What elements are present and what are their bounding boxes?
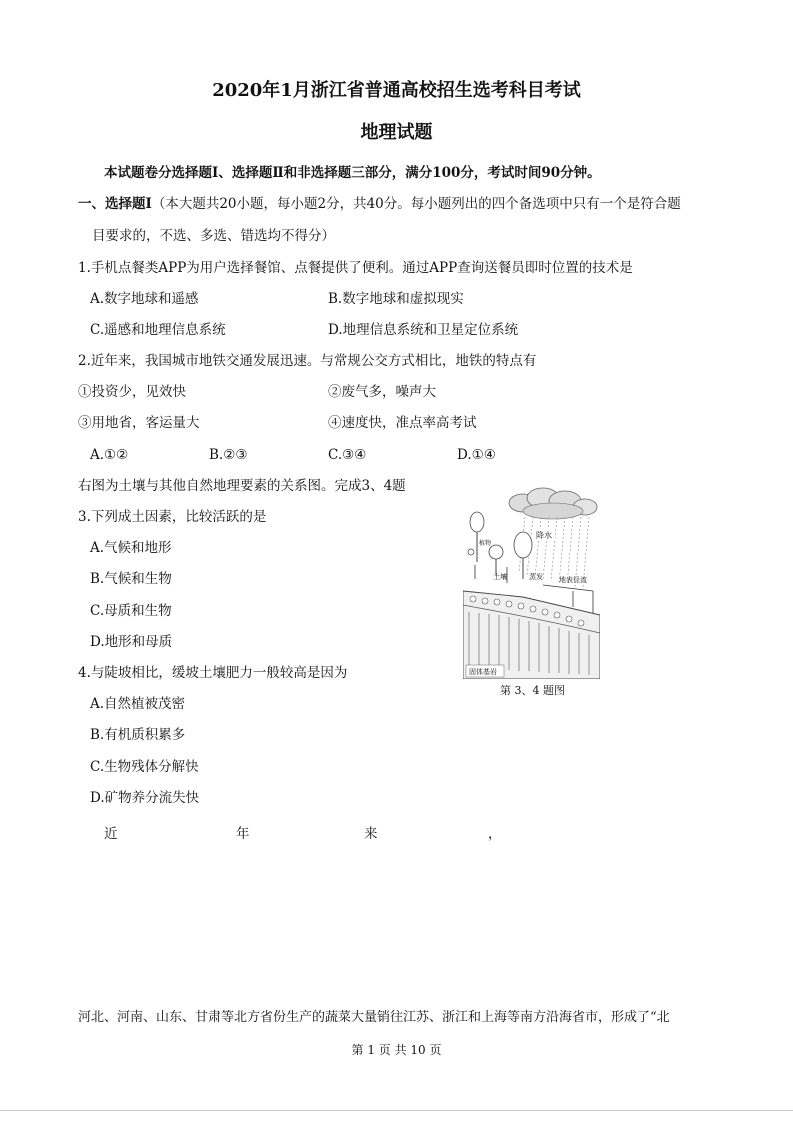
q3-option-d: D.地形和母质 <box>90 634 173 650</box>
fig-label-soil: 土壤 <box>493 573 507 581</box>
figure-caption: 第 3、4 题图 <box>500 684 565 697</box>
q4-stem: 4.与陡坡相比，缓坡土壤肥力一般较高是因为 <box>78 665 348 681</box>
q2-option-c: C.③④ <box>328 447 367 463</box>
q1-option-a: A.数字地球和遥感 <box>90 291 199 307</box>
page-bottom-rule <box>0 1110 793 1111</box>
q2-option-a: A.①② <box>90 447 129 463</box>
q2-option-b: B.②③ <box>209 447 248 463</box>
q5-char-2: 年 <box>236 826 250 842</box>
q5-char-1: 近 <box>104 826 118 842</box>
q4-option-d: D.矿物养分流失快 <box>90 790 200 806</box>
section-heading: 一、选择题Ⅰ <box>78 196 152 212</box>
exam-intro: 本试题卷分选择题Ⅰ、选择题Ⅱ和非选择题三部分，满分100分，考试时间90分钟。 <box>104 165 601 181</box>
exam-title: 2020年1月浙江省普通高校招生选考科目考试 <box>212 80 581 101</box>
q1-option-d: D.地理信息系统和卫星定位系统 <box>328 322 519 338</box>
q2-feature-3: ③用地省，客运量大 <box>78 415 200 431</box>
section-desc-1: （本大题共20小题，每小题2分，共40分。每小题列出的四个备选项中只有一个是符合题 <box>151 196 681 212</box>
q2-feature-2: ②废气多，噪声大 <box>328 384 436 400</box>
section-desc-2: 目要求的，不选、多选、错选均不得分） <box>92 228 335 244</box>
q1-option-c: C.遥感和地理信息系统 <box>90 322 226 338</box>
q5-char-4: ， <box>488 826 502 842</box>
q4-option-a: A.自然植被茂密 <box>90 696 186 712</box>
fig-label-bedrock: 固体基岩 <box>469 668 497 676</box>
fig-label-runoff: 地表径流 <box>559 576 587 584</box>
page-footer: 第 1 页 共 10 页 <box>351 1043 442 1057</box>
q4-option-b: B.有机质积累多 <box>90 727 186 743</box>
fig-label-evaporation: 蒸发 <box>529 573 543 581</box>
exam-subtitle: 地理试题 <box>360 122 433 143</box>
q2-option-d: D.①④ <box>457 447 496 463</box>
q2-stem: 2.近年来，我国城市地铁交通发展迅速。与常规公交方式相比，地铁的特点有 <box>78 353 537 369</box>
q5-continuation: 河北、河南、山东、甘肃等北方省份生产的蔬菜大量销往江苏、浙江和上海等南方沿海省市，形成了“北 <box>78 1010 670 1025</box>
fig-label-plant: 植物 <box>479 540 492 547</box>
q3-option-b: B.气候和生物 <box>90 571 172 587</box>
q3-option-c: C.母质和生物 <box>90 603 172 619</box>
group34-intro: 右图为土壤与其他自然地理要素的关系图。完成3、4题 <box>78 478 406 494</box>
q3-option-a: A.气候和地形 <box>90 540 172 556</box>
q5-char-3: 来 <box>364 826 378 842</box>
q3-stem: 3.下列成土因素，比较活跃的是 <box>78 509 267 525</box>
fig-label-rain: 降水 <box>536 531 552 540</box>
q1-option-b: B.数字地球和虚拟现实 <box>328 291 464 307</box>
q4-option-c: C.生物残体分解快 <box>90 759 199 775</box>
q2-feature-4: ④速度快，准点率高考试 <box>328 415 477 431</box>
section-heading-line <box>78 196 681 212</box>
q2-feature-1: ①投资少，见效快 <box>78 384 186 400</box>
q1-stem: 1.手机点餐类APP为用户选择餐馆、点餐提供了便利。通过APP查询送餐员即时位置的技术是 <box>78 260 633 276</box>
soil-relationship-figure <box>463 487 600 679</box>
